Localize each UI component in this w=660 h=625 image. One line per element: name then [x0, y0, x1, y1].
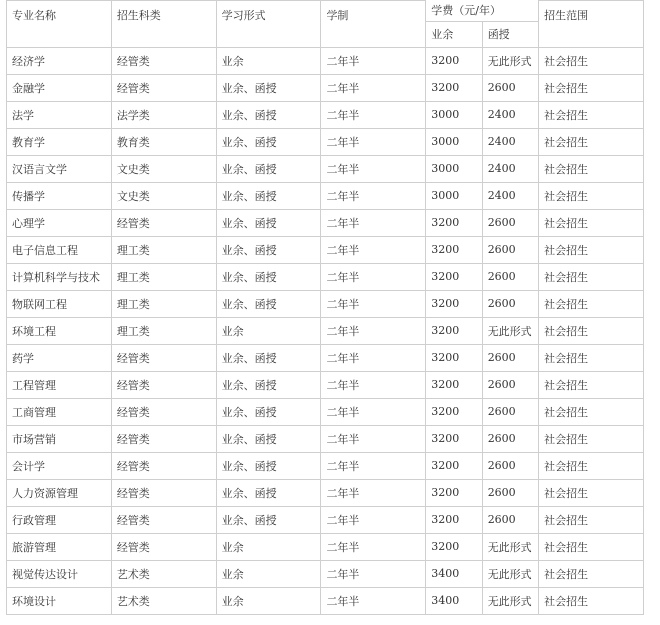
cell-fee-correspondence: 无此形式	[482, 533, 538, 560]
cell-fee-part-time: 3200	[426, 452, 482, 479]
cell-category: 经管类	[111, 479, 216, 506]
cell-fee-correspondence: 2600	[482, 506, 538, 533]
header-fee-part-time: 业余	[426, 21, 482, 47]
cell-program-name: 环境工程	[7, 317, 112, 344]
cell-study-mode: 业余、函授	[216, 344, 321, 371]
cell-enrollment-scope: 社会招生	[539, 101, 644, 128]
cell-duration: 二年半	[321, 101, 426, 128]
cell-study-mode: 业余	[216, 533, 321, 560]
cell-category: 经管类	[111, 506, 216, 533]
table-row	[7, 587, 644, 614]
cell-program-name: 法学	[7, 101, 112, 128]
table-row	[7, 560, 644, 587]
cell-enrollment-scope: 社会招生	[539, 74, 644, 101]
cell-program-name: 物联网工程	[7, 290, 112, 317]
cell-study-mode: 业余、函授	[216, 155, 321, 182]
cell-category: 文史类	[111, 155, 216, 182]
cell-fee-correspondence: 无此形式	[482, 560, 538, 587]
table-row	[7, 371, 644, 398]
table-row	[7, 155, 644, 182]
cell-enrollment-scope: 社会招生	[539, 479, 644, 506]
cell-fee-correspondence: 2400	[482, 101, 538, 128]
table-row	[7, 101, 644, 128]
cell-study-mode: 业余	[216, 317, 321, 344]
cell-program-name: 会计学	[7, 452, 112, 479]
fee-table-wrapper	[6, 0, 644, 615]
cell-program-name: 人力资源管理	[7, 479, 112, 506]
cell-fee-correspondence: 无此形式	[482, 317, 538, 344]
cell-category: 经管类	[111, 452, 216, 479]
cell-enrollment-scope: 社会招生	[539, 452, 644, 479]
cell-fee-part-time: 3200	[426, 290, 482, 317]
cell-category: 艺术类	[111, 560, 216, 587]
cell-fee-correspondence: 2600	[482, 236, 538, 263]
cell-study-mode: 业余、函授	[216, 236, 321, 263]
cell-study-mode: 业余	[216, 587, 321, 614]
cell-duration: 二年半	[321, 209, 426, 236]
header-tuition: 学费（元/年）	[426, 1, 539, 22]
cell-fee-part-time: 3200	[426, 371, 482, 398]
cell-duration: 二年半	[321, 533, 426, 560]
cell-study-mode: 业余、函授	[216, 452, 321, 479]
cell-enrollment-scope: 社会招生	[539, 236, 644, 263]
header-category: 招生科类	[111, 1, 216, 48]
cell-enrollment-scope: 社会招生	[539, 398, 644, 425]
table-row	[7, 533, 644, 560]
table-row	[7, 290, 644, 317]
table-row	[7, 344, 644, 371]
table-row	[7, 506, 644, 533]
cell-fee-correspondence: 2600	[482, 425, 538, 452]
cell-enrollment-scope: 社会招生	[539, 182, 644, 209]
table-row	[7, 74, 644, 101]
cell-enrollment-scope: 社会招生	[539, 371, 644, 398]
cell-study-mode: 业余、函授	[216, 263, 321, 290]
cell-duration: 二年半	[321, 398, 426, 425]
cell-study-mode: 业余、函授	[216, 398, 321, 425]
table-row	[7, 128, 644, 155]
cell-enrollment-scope: 社会招生	[539, 47, 644, 74]
table-row	[7, 209, 644, 236]
cell-duration: 二年半	[321, 47, 426, 74]
cell-fee-correspondence: 无此形式	[482, 47, 538, 74]
cell-category: 文史类	[111, 182, 216, 209]
cell-category: 艺术类	[111, 587, 216, 614]
cell-fee-correspondence: 2600	[482, 74, 538, 101]
cell-duration: 二年半	[321, 74, 426, 101]
cell-enrollment-scope: 社会招生	[539, 533, 644, 560]
cell-fee-part-time: 3200	[426, 506, 482, 533]
cell-duration: 二年半	[321, 371, 426, 398]
cell-duration: 二年半	[321, 317, 426, 344]
cell-duration: 二年半	[321, 587, 426, 614]
cell-study-mode: 业余、函授	[216, 74, 321, 101]
cell-fee-part-time: 3200	[426, 209, 482, 236]
cell-category: 经管类	[111, 74, 216, 101]
cell-program-name: 工程管理	[7, 371, 112, 398]
cell-fee-correspondence: 2400	[482, 155, 538, 182]
cell-program-name: 旅游管理	[7, 533, 112, 560]
cell-fee-part-time: 3200	[426, 236, 482, 263]
cell-program-name: 行政管理	[7, 506, 112, 533]
cell-fee-correspondence: 2600	[482, 263, 538, 290]
cell-fee-part-time: 3200	[426, 425, 482, 452]
cell-program-name: 金融学	[7, 74, 112, 101]
cell-fee-part-time: 3200	[426, 533, 482, 560]
cell-program-name: 电子信息工程	[7, 236, 112, 263]
cell-program-name: 教育学	[7, 128, 112, 155]
cell-program-name: 计算机科学与技术	[7, 263, 112, 290]
cell-study-mode: 业余、函授	[216, 182, 321, 209]
header-fee-correspondence: 函授	[482, 21, 538, 47]
cell-fee-correspondence: 2600	[482, 479, 538, 506]
cell-duration: 二年半	[321, 560, 426, 587]
cell-category: 经管类	[111, 533, 216, 560]
cell-study-mode: 业余、函授	[216, 479, 321, 506]
cell-fee-part-time: 3200	[426, 74, 482, 101]
cell-duration: 二年半	[321, 182, 426, 209]
cell-fee-part-time: 3200	[426, 398, 482, 425]
program-fee-table	[6, 0, 644, 615]
cell-fee-correspondence: 2600	[482, 371, 538, 398]
cell-fee-correspondence: 无此形式	[482, 587, 538, 614]
cell-enrollment-scope: 社会招生	[539, 344, 644, 371]
cell-fee-correspondence: 2600	[482, 209, 538, 236]
cell-duration: 二年半	[321, 155, 426, 182]
cell-duration: 二年半	[321, 128, 426, 155]
cell-category: 法学类	[111, 101, 216, 128]
cell-enrollment-scope: 社会招生	[539, 209, 644, 236]
cell-program-name: 传播学	[7, 182, 112, 209]
cell-program-name: 工商管理	[7, 398, 112, 425]
cell-category: 教育类	[111, 128, 216, 155]
cell-program-name: 汉语言文学	[7, 155, 112, 182]
cell-enrollment-scope: 社会招生	[539, 317, 644, 344]
header-duration: 学制	[321, 1, 426, 48]
cell-fee-part-time: 3200	[426, 263, 482, 290]
table-body	[7, 47, 644, 614]
cell-duration: 二年半	[321, 344, 426, 371]
cell-program-name: 视觉传达设计	[7, 560, 112, 587]
cell-category: 理工类	[111, 290, 216, 317]
cell-category: 理工类	[111, 317, 216, 344]
cell-enrollment-scope: 社会招生	[539, 128, 644, 155]
cell-study-mode: 业余、函授	[216, 101, 321, 128]
cell-fee-part-time: 3400	[426, 587, 482, 614]
table-row	[7, 182, 644, 209]
cell-fee-part-time: 3200	[426, 344, 482, 371]
cell-program-name: 心理学	[7, 209, 112, 236]
header-study-mode: 学习形式	[216, 1, 321, 48]
cell-enrollment-scope: 社会招生	[539, 560, 644, 587]
table-row	[7, 452, 644, 479]
cell-duration: 二年半	[321, 236, 426, 263]
table-row	[7, 47, 644, 74]
cell-fee-correspondence: 2600	[482, 290, 538, 317]
table-row	[7, 317, 644, 344]
cell-fee-correspondence: 2600	[482, 398, 538, 425]
cell-program-name: 经济学	[7, 47, 112, 74]
cell-category: 经管类	[111, 344, 216, 371]
table-row	[7, 236, 644, 263]
cell-enrollment-scope: 社会招生	[539, 290, 644, 317]
cell-category: 经管类	[111, 425, 216, 452]
cell-study-mode: 业余、函授	[216, 425, 321, 452]
cell-duration: 二年半	[321, 506, 426, 533]
cell-enrollment-scope: 社会招生	[539, 425, 644, 452]
table-row	[7, 263, 644, 290]
cell-fee-correspondence: 2400	[482, 128, 538, 155]
header-enrollment-scope: 招生范围	[539, 1, 644, 48]
cell-category: 经管类	[111, 371, 216, 398]
cell-study-mode: 业余、函授	[216, 209, 321, 236]
cell-fee-part-time: 3400	[426, 560, 482, 587]
cell-fee-part-time: 3000	[426, 128, 482, 155]
cell-category: 理工类	[111, 236, 216, 263]
cell-fee-part-time: 3200	[426, 317, 482, 344]
cell-study-mode: 业余、函授	[216, 290, 321, 317]
cell-category: 经管类	[111, 209, 216, 236]
table-header	[7, 1, 644, 48]
cell-program-name: 药学	[7, 344, 112, 371]
cell-study-mode: 业余	[216, 47, 321, 74]
cell-study-mode: 业余、函授	[216, 506, 321, 533]
cell-duration: 二年半	[321, 425, 426, 452]
header-program-name: 专业名称	[7, 1, 112, 48]
cell-enrollment-scope: 社会招生	[539, 587, 644, 614]
cell-fee-part-time: 3200	[426, 479, 482, 506]
cell-fee-part-time: 3000	[426, 101, 482, 128]
cell-study-mode: 业余	[216, 560, 321, 587]
cell-duration: 二年半	[321, 263, 426, 290]
cell-category: 经管类	[111, 47, 216, 74]
cell-enrollment-scope: 社会招生	[539, 155, 644, 182]
cell-fee-correspondence: 2400	[482, 182, 538, 209]
cell-study-mode: 业余、函授	[216, 371, 321, 398]
cell-program-name: 市场营销	[7, 425, 112, 452]
cell-category: 经管类	[111, 398, 216, 425]
cell-fee-part-time: 3000	[426, 155, 482, 182]
table-row	[7, 425, 644, 452]
cell-duration: 二年半	[321, 290, 426, 317]
cell-program-name: 环境设计	[7, 587, 112, 614]
cell-enrollment-scope: 社会招生	[539, 506, 644, 533]
cell-enrollment-scope: 社会招生	[539, 263, 644, 290]
table-row	[7, 398, 644, 425]
table-row	[7, 479, 644, 506]
cell-duration: 二年半	[321, 452, 426, 479]
cell-category: 理工类	[111, 263, 216, 290]
cell-fee-correspondence: 2600	[482, 344, 538, 371]
cell-fee-part-time: 3000	[426, 182, 482, 209]
cell-study-mode: 业余、函授	[216, 128, 321, 155]
cell-fee-part-time: 3200	[426, 47, 482, 74]
cell-fee-correspondence: 2600	[482, 452, 538, 479]
cell-duration: 二年半	[321, 479, 426, 506]
